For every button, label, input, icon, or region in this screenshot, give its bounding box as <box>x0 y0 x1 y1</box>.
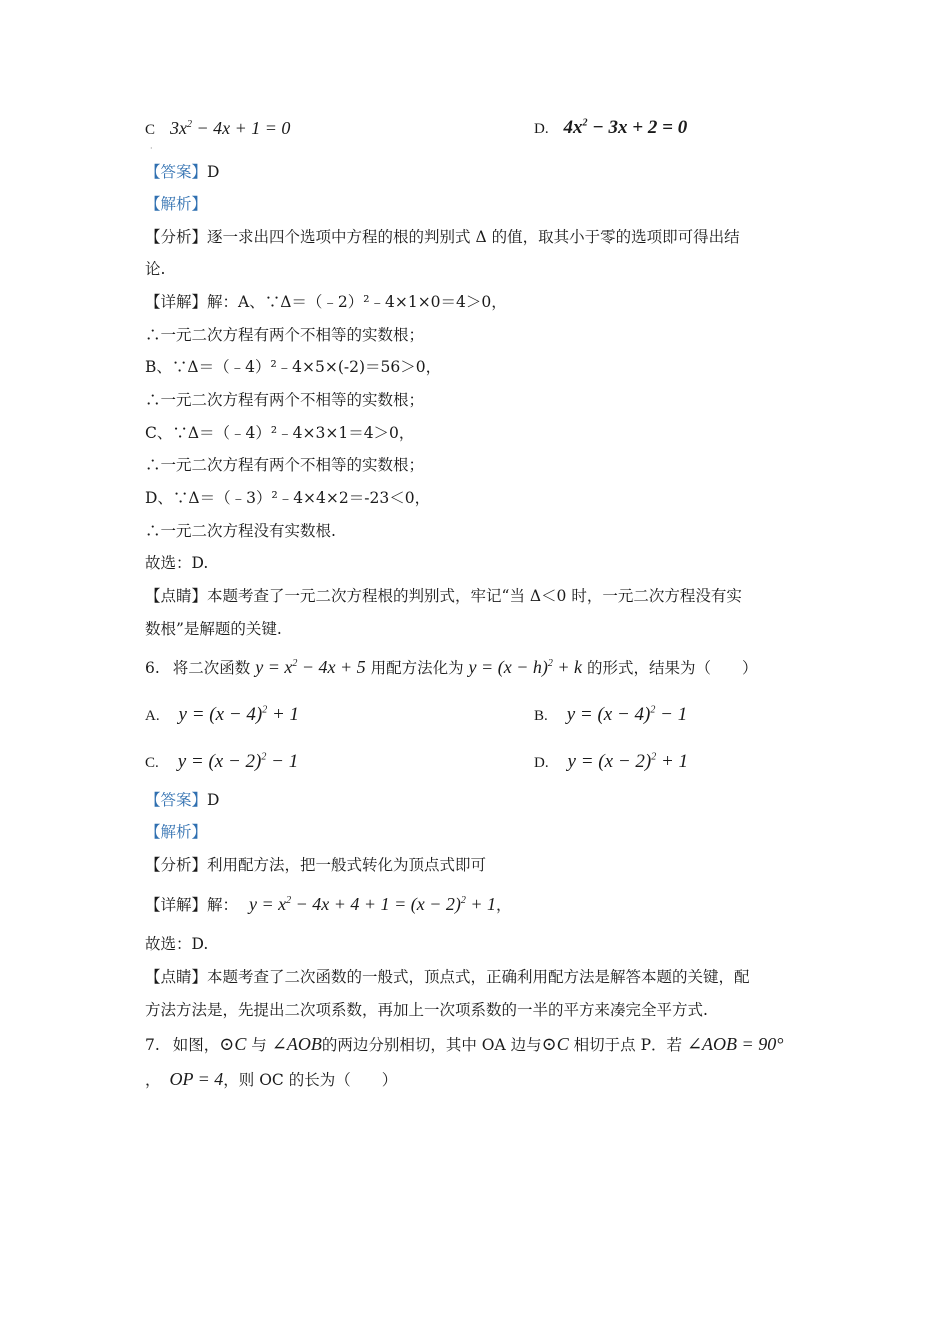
q6-dianjing-line1 <box>145 966 750 988</box>
answer-tag: 【答案】 <box>145 791 208 809</box>
q6-dianjing-line2: 方法方法是，先提出二次项系数，再加上一次项系数的一半的平方来凑完全平方式. <box>145 1001 708 1019</box>
q7-condition: ∠AOB = 90° <box>686 1034 784 1054</box>
q6-answer <box>145 789 219 811</box>
q7-text-b: 与 <box>251 1036 267 1054</box>
detail-tag: 【详解】 <box>145 896 208 914</box>
q5-detail-line-d: D、∵Δ＝（﹣3）²﹣4×4×2＝-23＜0， <box>145 489 431 507</box>
q6-detail-expr: $y = x^2 - 4x + 4 + 1 = (x - 2)^2 + 1$ <box>248 894 497 914</box>
fenxi-text: 利用配方法，把一般式转化为顶点式即可 <box>207 856 487 874</box>
q7-line2-text: ，则 OC 的长为（ ） <box>223 1071 398 1089</box>
q6-option-c-expr: $y = (x - 2)^2 - 1$ <box>177 751 299 772</box>
q5-option-d <box>534 117 687 140</box>
q5-detail-a-conclusion: ∴一元二次方程有两个不相等的实数根； <box>145 326 425 344</box>
q5-detail-line-c: C、∵Δ＝（﹣4）²﹣4×3×1＝4＞0， <box>145 424 415 442</box>
q6-option-c <box>145 751 298 774</box>
q7-op: OP = 4 <box>169 1069 224 1089</box>
q6-stem-a: 将二次函数 <box>172 659 251 677</box>
q6-option-b <box>534 704 687 727</box>
q5-option-c-expr: $3x^2 - 4x + 1 = 0$ <box>169 118 291 138</box>
q5-dianjing-line1 <box>145 585 742 607</box>
q5-option-c-label: C <box>145 122 156 138</box>
q6-analysis-tag: 【解析】 <box>145 823 208 841</box>
q6-number: 6. <box>145 659 160 677</box>
q5-detail-b-conclusion: ∴一元二次方程有两个不相等的实数根； <box>145 391 425 409</box>
q7-text-c: 的两边分别相切，其中 OA 边与 <box>321 1036 542 1054</box>
q7-number: 7. <box>145 1036 160 1054</box>
q5-analysis-tag: 【解析】 <box>145 195 208 213</box>
q7-circle-c: ⊙C <box>219 1034 247 1054</box>
q7-stem-line1 <box>145 1033 783 1056</box>
q6-option-d <box>534 751 688 774</box>
dianjing-tag: 【点睛】 <box>145 587 208 605</box>
q5-choose: 故选：D. <box>145 554 209 572</box>
q5-option-c <box>145 117 290 141</box>
answer-value: D <box>207 163 220 181</box>
q5-detail-c-conclusion: ∴一元二次方程有两个不相等的实数根； <box>145 456 425 474</box>
dianjing-tag: 【点睛】 <box>145 968 208 986</box>
q7-text-d: 相切于点 P．若 <box>573 1036 683 1054</box>
detail-tag: 【详解】 <box>145 293 208 311</box>
answer-tag: 【答案】 <box>145 163 208 181</box>
q6-option-d-label: D. <box>534 755 549 771</box>
stray-dot: · <box>150 144 153 153</box>
q6-choose: 故选：D. <box>145 935 209 953</box>
q6-option-d-expr: $y = (x - 2)^2 + 1$ <box>567 751 689 772</box>
detail-a-text: 解：A、∵Δ＝（﹣2）²﹣4×1×0＝4＞0， <box>207 293 507 311</box>
q5-option-d-label: D. <box>534 121 549 137</box>
detail-prefix: 解： <box>207 896 239 914</box>
q6-expr1: $y = x^2 - 4x + 5$ <box>255 657 366 677</box>
q5-dianjing-line2: 数根”是解题的关键. <box>145 620 282 638</box>
q5-detail-line-a <box>145 291 507 313</box>
q7-angle: ∠AOB <box>271 1034 322 1054</box>
q7-text-a: 如图， <box>172 1036 220 1054</box>
q6-option-b-expr: $y = (x - 4)^2 - 1$ <box>566 704 688 725</box>
q5-option-d-expr: $4x^2 - 3x + 2 = 0$ <box>563 117 688 138</box>
q6-fenxi <box>145 854 486 876</box>
q5-detail-line-b: B、∵Δ＝（﹣4）²﹣4×5×(-2)＝56＞0， <box>145 358 442 376</box>
q7-stem-line2 <box>145 1068 397 1091</box>
q6-detail <box>145 893 512 916</box>
fenxi-tag: 【分析】 <box>145 228 208 246</box>
q6-option-a-label: A. <box>145 708 160 724</box>
q6-stem-b: 用配方法化为 <box>370 659 464 677</box>
q6-option-c-label: C. <box>145 755 159 771</box>
q6-option-a <box>145 704 299 727</box>
q6-stem-c: 的形式，结果为（ ） <box>586 659 758 677</box>
q5-fenxi-line1 <box>145 226 740 248</box>
q6-option-b-label: B. <box>534 708 548 724</box>
answer-value: D <box>207 791 220 809</box>
dianjing-text: 本题考查了二次函数的一般式，顶点式，正确利用配方法是解答本题的关键，配 <box>207 968 750 986</box>
q5-detail-d-conclusion: ∴一元二次方程没有实数根. <box>145 522 336 540</box>
q6-expr2: $y = (x - h)^2 + k$ <box>468 657 582 677</box>
fenxi-tag: 【分析】 <box>145 856 208 874</box>
q6-stem <box>145 656 757 679</box>
q5-fenxi-line2: 论. <box>145 260 166 278</box>
q6-option-a-expr: $y = (x - 4)^2 + 1$ <box>178 704 300 725</box>
q5-answer <box>145 161 219 183</box>
fenxi-text: 逐一求出四个选项中方程的根的判别式 Δ 的值，取其小于零的选项即可得出结 <box>207 228 740 246</box>
detail-suffix: ， <box>496 896 512 914</box>
dianjing-text: 本题考查了一元二次方程根的判别式，牢记“当 Δ＜0 时，一元二次方程没有实 <box>207 587 742 605</box>
q7-circle-c-2: ⊙C <box>541 1034 569 1054</box>
q7-line2-prefix: ， <box>145 1071 161 1089</box>
